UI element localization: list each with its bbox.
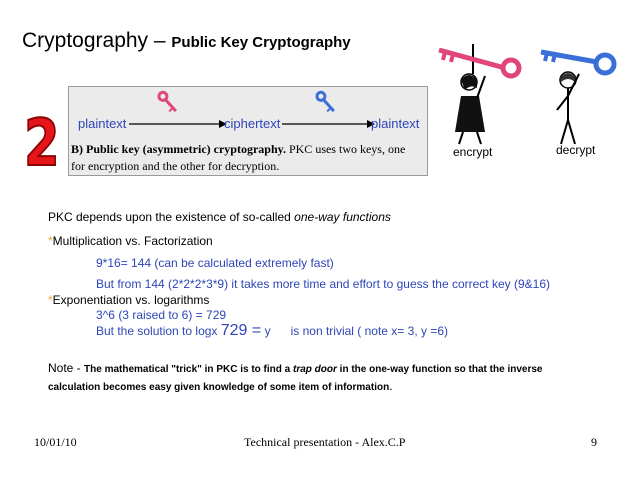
blue-big-key-icon	[541, 52, 614, 73]
footer-title: Technical presentation - Alex.C.P	[244, 435, 406, 449]
pkc-diagram-panel	[68, 86, 428, 176]
bullet-multiplication	[48, 234, 213, 248]
intro-prefix: PKC depends upon the existence of so-called	[48, 210, 295, 224]
log-big: 729 =	[220, 322, 262, 339]
pkc-description	[71, 141, 421, 175]
line-exponent: 3^6 (3 raised to 6) = 729	[96, 308, 227, 322]
line-logarithm	[96, 322, 448, 340]
note-italic: trap door	[293, 364, 337, 375]
title-main: Cryptography –	[22, 29, 166, 52]
log-prefix: But the solution to logx	[96, 324, 221, 338]
desc-bold: B) Public key (asymmetric) cryptography.	[71, 142, 286, 156]
line-multiplication: 9*16= 144 (can be calculated extremely fast)	[96, 256, 334, 270]
log-suffix: is non trivial ( note x= 3, y =6)	[290, 324, 448, 338]
note-text-b: in the one-way function so that the inverse calculation becomes easy given knowledge of some item of information	[48, 364, 543, 393]
blue-key-icon	[313, 91, 339, 114]
section-number: 2	[24, 107, 60, 181]
bullet-marker: *	[48, 293, 53, 307]
note-paragraph	[48, 360, 593, 396]
slide-title	[22, 29, 351, 53]
pink-key-icon	[155, 91, 181, 114]
figures-illustration	[425, 40, 625, 146]
log-y: y	[261, 324, 271, 338]
bullet2-text: Exponentiation vs. logarithms	[52, 293, 210, 307]
label-plaintext-left: plaintext	[78, 116, 127, 131]
note-end: .	[389, 379, 393, 393]
pink-big-key-icon	[439, 50, 519, 76]
bullet1-text: Multiplication vs. Factorization	[52, 234, 213, 248]
bullet-exponentiation	[48, 293, 209, 307]
line-factorization: But from 144 (2*2*2*3*9) it takes more time and effort to guess the correct key (9&16)	[96, 277, 551, 291]
caption-decrypt: decrypt	[556, 143, 596, 157]
label-plaintext-right: plaintext	[371, 116, 420, 131]
desc-rest: PKC uses two keys, one for encryption and the other for decryption.	[71, 142, 406, 173]
label-ciphertext: ciphertext	[224, 116, 281, 131]
pkc-intro-line	[48, 210, 391, 224]
decrypt-figure-icon	[557, 72, 579, 144]
title-sub: Public Key Cryptography	[171, 34, 351, 51]
note-lead: Note -	[48, 361, 85, 375]
bullet-marker: *	[48, 234, 53, 248]
caption-encrypt: encrypt	[453, 145, 493, 159]
intro-italic: one-way functions	[294, 210, 391, 224]
footer-page-number: 9	[591, 435, 597, 449]
footer-date: 10/01/10	[34, 435, 77, 449]
note-text-a: The mathematical "trick" in PKC is to find a	[84, 364, 293, 375]
